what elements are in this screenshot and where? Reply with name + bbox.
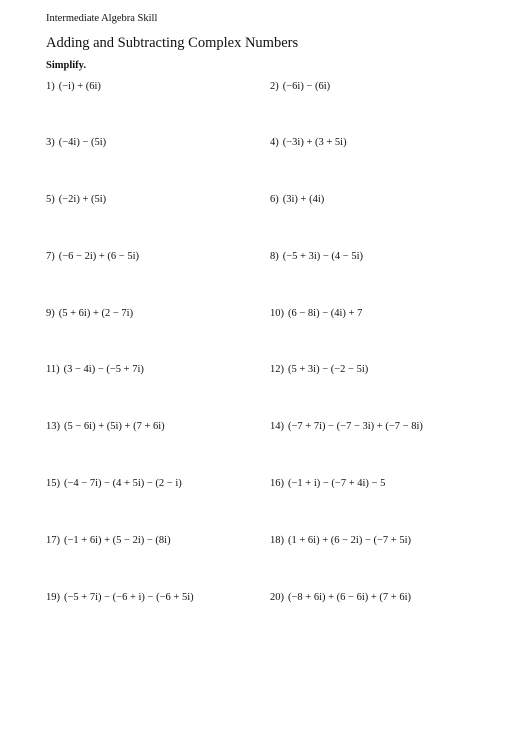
instructions: Simplify. <box>46 60 86 71</box>
problem-expression: (1 + 6i) + (6 − 2i) − (−7 + 5i) <box>288 535 412 546</box>
problem-18 <box>270 534 411 548</box>
problem-16 <box>270 477 385 491</box>
problem-number: 6) <box>270 194 279 205</box>
problem-expression: (−4 − 7i) − (4 + 5i) − (2 − i) <box>64 478 182 489</box>
problem-number: 12) <box>270 364 284 375</box>
problem-expression: (−1 + 6i) + (5 − 2i) − (8i) <box>64 535 171 546</box>
problem-number: 11) <box>46 364 60 375</box>
problem-number: 10) <box>270 308 284 319</box>
problem-9 <box>46 307 133 321</box>
course-label: Intermediate Algebra Skill <box>46 13 158 24</box>
problem-6 <box>270 193 324 207</box>
problem-expression: (−1 + i) − (−7 + 4i) − 5 <box>288 478 386 489</box>
problem-14 <box>270 420 423 434</box>
problem-expression: (3 − 4i) − (−5 + 7i) <box>63 364 144 375</box>
problem-5 <box>46 193 106 207</box>
problem-7 <box>46 250 139 264</box>
problem-expression: (−7 + 7i) − (−7 − 3i) + (−7 − 8i) <box>288 421 423 432</box>
problem-13 <box>46 420 165 434</box>
problem-expression: (−4i) − (5i) <box>58 137 107 148</box>
problem-number: 19) <box>46 592 60 603</box>
problem-11 <box>46 363 144 377</box>
problem-expression: (−5 + 3i) − (4 − 5i) <box>282 251 364 262</box>
problem-number: 5) <box>46 194 55 205</box>
problem-number: 13) <box>46 421 60 432</box>
problem-expression: (−3i) + (3 + 5i) <box>282 137 347 148</box>
problem-12 <box>270 363 368 377</box>
problem-number: 9) <box>46 308 55 319</box>
problem-number: 8) <box>270 251 279 262</box>
problem-10 <box>270 307 362 321</box>
problem-17 <box>46 534 171 548</box>
problem-expression: (5 + 3i) − (−2 − 5i) <box>288 364 369 375</box>
problem-number: 15) <box>46 478 60 489</box>
problem-19 <box>46 591 194 605</box>
problem-number: 17) <box>46 535 60 546</box>
problem-3 <box>46 136 106 150</box>
problem-15 <box>46 477 182 491</box>
problem-number: 18) <box>270 535 284 546</box>
problem-2 <box>270 80 330 94</box>
problem-1 <box>46 80 101 94</box>
problem-expression: (3i) + (4i) <box>282 194 325 205</box>
problem-expression: (5 + 6i) + (2 − 7i) <box>58 308 134 319</box>
problem-number: 2) <box>270 81 279 92</box>
problem-expression: (−5 + 7i) − (−6 + i) − (−6 + 5i) <box>64 592 194 603</box>
problem-number: 7) <box>46 251 55 262</box>
problem-number: 16) <box>270 478 284 489</box>
problem-4 <box>270 136 347 150</box>
problem-expression: (−2i) + (5i) <box>58 194 107 205</box>
problem-number: 4) <box>270 137 279 148</box>
problem-number: 20) <box>270 592 284 603</box>
problem-8 <box>270 250 363 264</box>
problem-expression: (−8 + 6i) + (6 − 6i) + (7 + 6i) <box>288 592 412 603</box>
problem-number: 3) <box>46 137 55 148</box>
problem-expression: (−6i) − (6i) <box>282 81 331 92</box>
problem-20 <box>270 591 411 605</box>
problem-number: 1) <box>46 81 55 92</box>
problem-expression: (5 − 6i) + (5i) + (7 + 6i) <box>64 421 165 432</box>
problem-number: 14) <box>270 421 284 432</box>
worksheet-title: Adding and Subtracting Complex Numbers <box>46 35 299 51</box>
problem-expression: (6 − 8i) − (4i) + 7 <box>288 308 363 319</box>
problem-expression: (−6 − 2i) + (6 − 5i) <box>58 251 140 262</box>
problem-expression: (−i) + (6i) <box>58 81 101 92</box>
